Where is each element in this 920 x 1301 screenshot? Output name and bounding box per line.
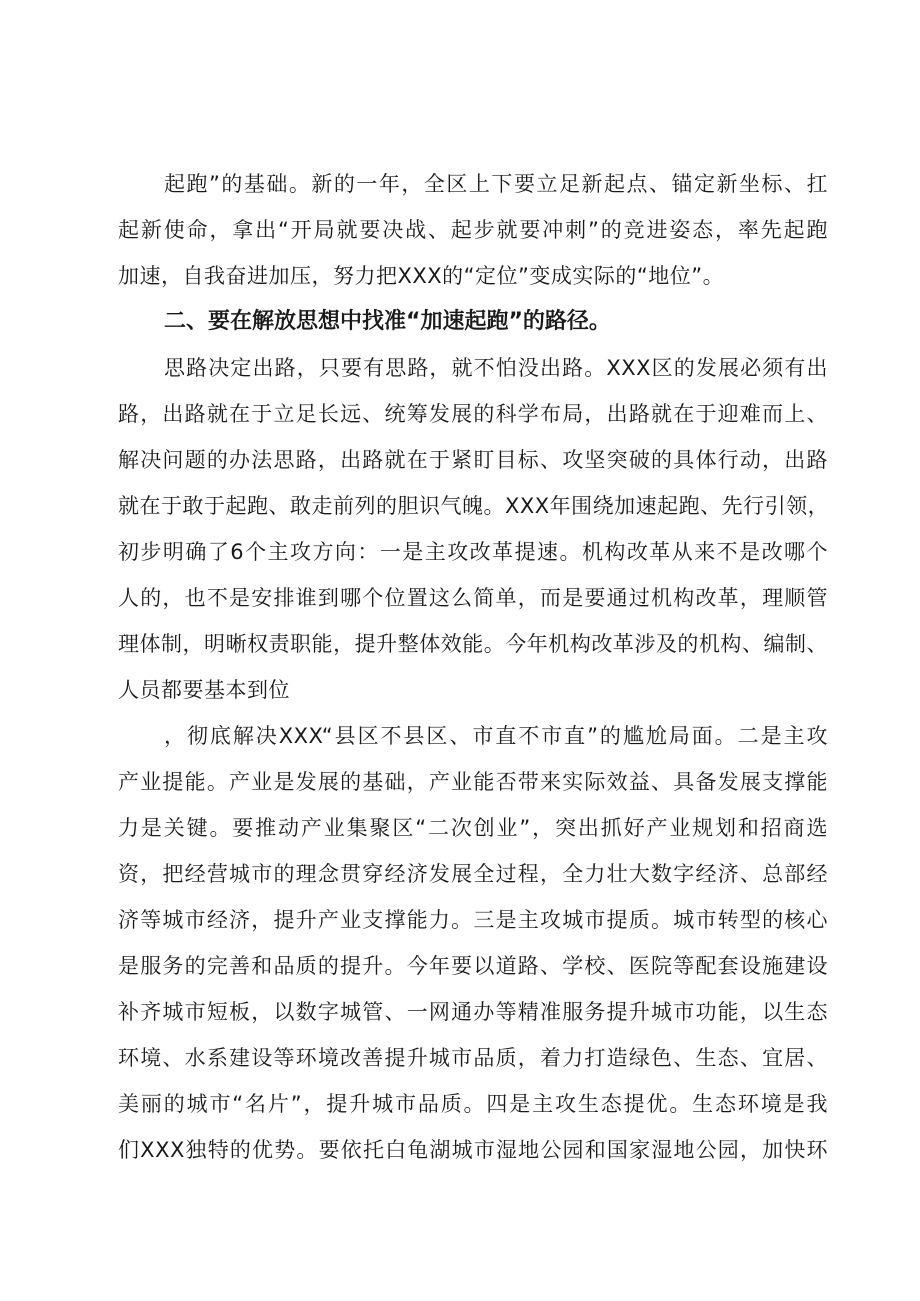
text-line: 解决问题的办法思路，出路就在于紧盯目标、攻坚突破的具体行动，出路 <box>118 448 828 472</box>
text-line: 人的，也不是安排谁到哪个位置这么简单，而是要通过机构改革，理顺管 <box>118 586 828 610</box>
text-line: 产业提能。产业是发展的基础，产业能否带来实际效益、具备发展支撑能 <box>118 770 828 794</box>
text-line: 起跑”的基础。新的一年，全区上下要立足新起点、锚定新坐标、扛 <box>164 172 828 196</box>
text-line: 力是关键。要推动产业集聚区“二次创业”，突出抓好产业规划和招商选 <box>118 816 828 840</box>
text-line: 路，出路就在于立足长远、统筹发展的科学布局，出路就在于迎难而上、 <box>118 402 828 426</box>
text-line: 理体制，明晰权责职能，提升整体效能。今年机构改革涉及的机构、编制、 <box>118 632 828 656</box>
text-line: 环境、水系建设等环境改善提升城市品质，着力打造绿色、生态、宜居、 <box>118 1046 828 1070</box>
section-heading: 二、要在解放思想中找准“加速起跑”的路径。 <box>164 309 611 334</box>
text-line: 们XXX独特的优势。要依托白龟湖城市湿地公园和国家湿地公园，加快环 <box>118 1138 828 1162</box>
text-line: 人员都要基本到位 <box>118 678 290 702</box>
text-line: 起新使命，拿出“开局就要决战、起步就要冲刺”的竞进姿态，率先起跑 <box>118 218 828 242</box>
text-line: 补齐城市短板，以数字城管、一网通办等精准服务提升城市功能，以生态 <box>118 1000 828 1024</box>
text-line: 初步明确了6个主攻方向：一是主攻改革提速。机构改革从来不是改哪个 <box>118 540 828 564</box>
text-line: 资，把经营城市的理念贯穿经济发展全过程，全力壮大数字经济、总部经 <box>118 862 828 886</box>
text-line: 美丽的城市“名片”，提升城市品质。四是主攻生态提优。生态环境是我 <box>118 1092 828 1116</box>
text-line: 就在于敢于起跑、敢走前列的胆识气魄。XXX年围绕加速起跑、先行引领， <box>118 494 830 518</box>
text-line: 是服务的完善和品质的提升。今年要以道路、学校、医院等配套设施建设 <box>118 954 828 978</box>
text-line: 济等城市经济，提升产业支撑能力。三是主攻城市提质。城市转型的核心 <box>118 908 828 932</box>
text-line: ，彻底解决XXX“县区不县区、市直不市直”的尴尬局面。二是主攻 <box>164 724 828 748</box>
text-line: 思路决定出路，只要有思路，就不怕没出路。XXX区的发展必须有出 <box>164 356 828 380</box>
text-line: 加速，自我奋进加压，努力把XXX的“定位”变成实际的“地位”。 <box>118 264 725 288</box>
